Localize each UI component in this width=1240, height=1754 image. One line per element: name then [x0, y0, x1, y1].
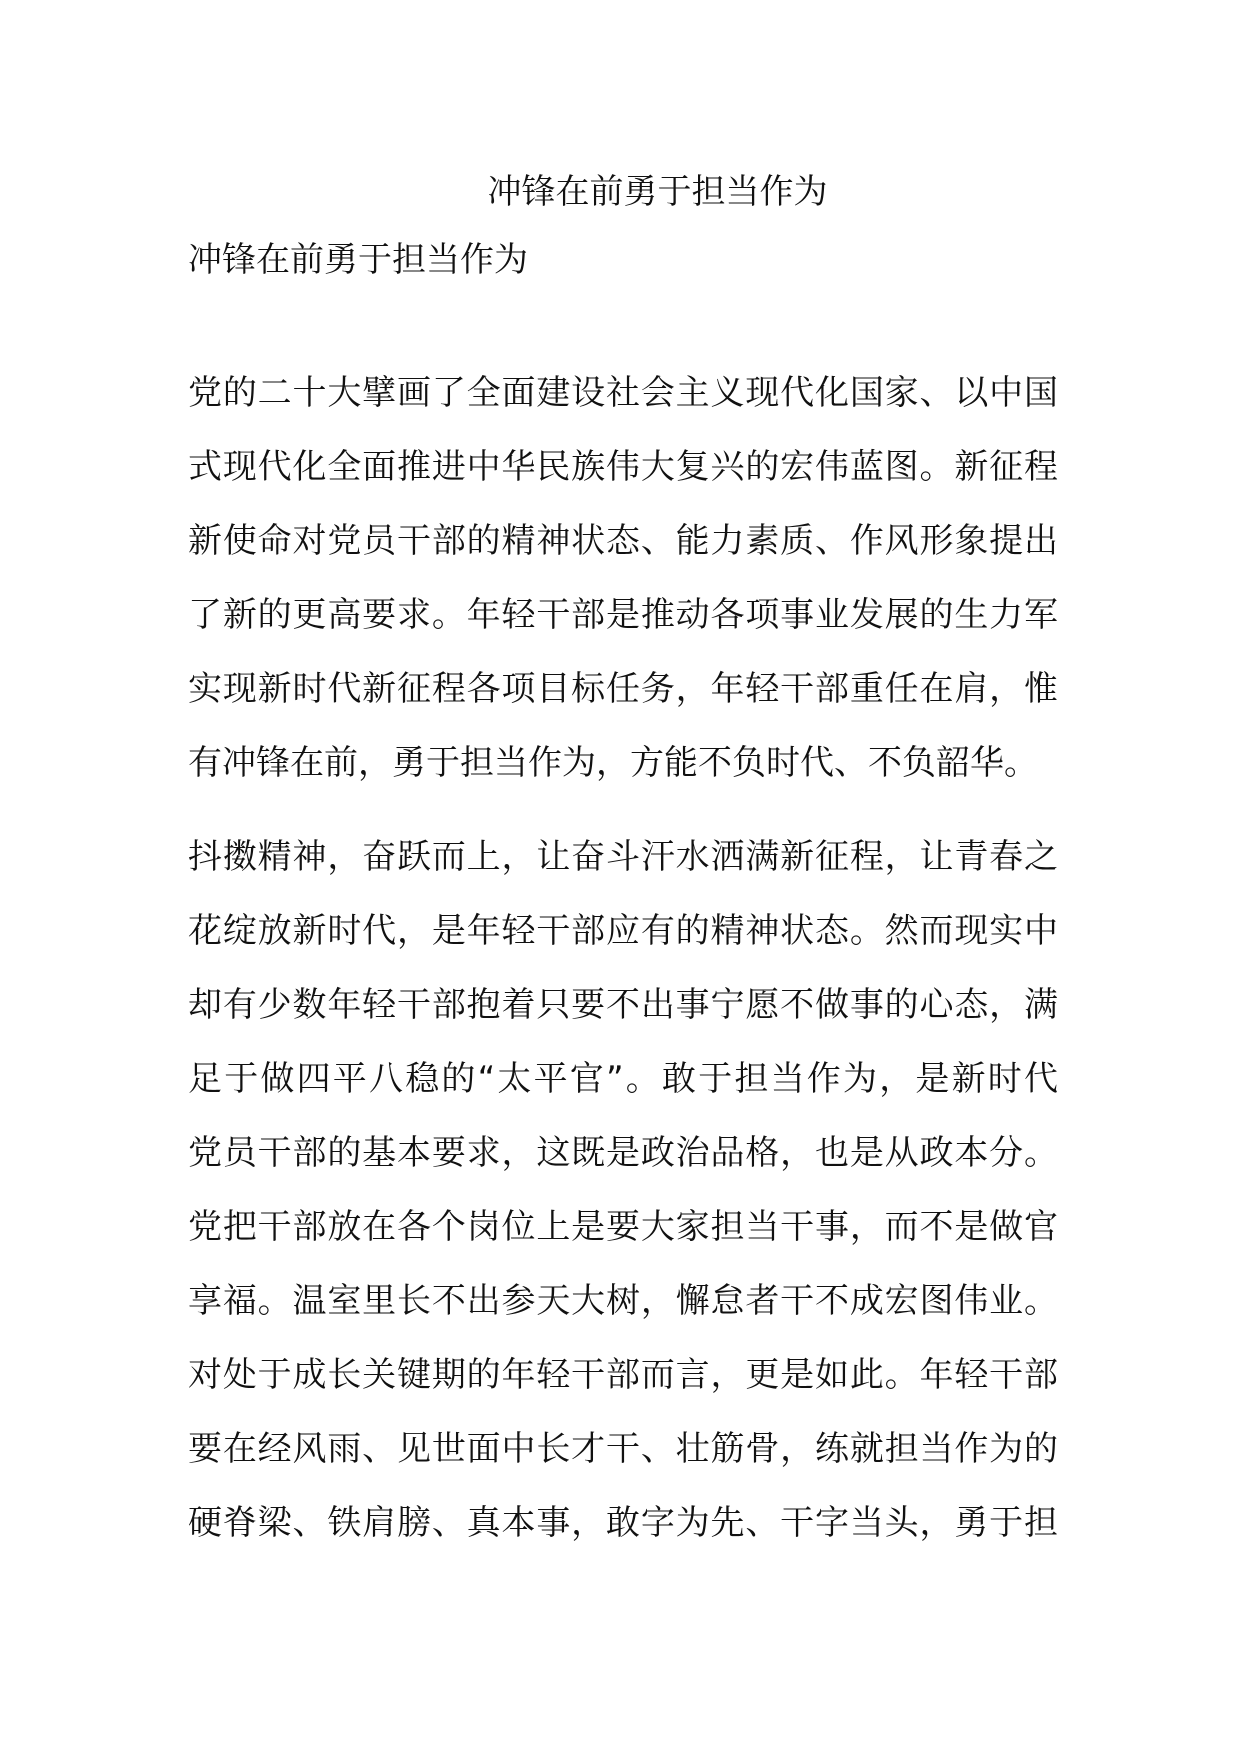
paragraph-line: 了新的更高要求。年轻干部是推动各项事业发展的生力军: [188, 595, 1058, 635]
document-title: 冲锋在前勇于担当作为: [487, 172, 828, 212]
paragraph-1: [188, 356, 1058, 800]
paragraph-line: 花绽放新时代，是年轻干部应有的精神状态。然而现实中: [188, 911, 1058, 951]
paragraph-line: 抖擞精神，奋跃而上，让奋斗汗水洒满新征程，让青春之: [188, 837, 1058, 877]
paragraph-2: [188, 820, 1058, 1560]
paragraph-line: 足于做四平八稳的“太平官”。敢于担当作为，是新时代: [188, 1059, 1058, 1099]
document-subtitle: 冲锋在前勇于担当作为: [188, 240, 528, 280]
paragraph-line: 要在经风雨、见世面中长才干、壮筋骨，练就担当作为的: [188, 1429, 1058, 1469]
paragraph-line: 实现新时代新征程各项目标任务，年轻干部重任在肩，惟: [188, 669, 1058, 709]
paragraph-line: 享福。温室里长不出参天大树，懈怠者干不成宏图伟业。: [188, 1281, 1058, 1321]
paragraph-line: 党的二十大擘画了全面建设社会主义现代化国家、以中国: [188, 373, 1058, 413]
paragraph-line: 式现代化全面推进中华民族伟大复兴的宏伟蓝图。新征程: [188, 447, 1058, 487]
paragraph-line: 却有少数年轻干部抱着只要不出事宁愿不做事的心态，满: [188, 985, 1058, 1025]
paragraph-line: 新使命对党员干部的精神状态、能力素质、作风形象提出: [188, 521, 1058, 561]
paragraph-line: 党员干部的基本要求，这既是政治品格，也是从政本分。: [188, 1133, 1058, 1173]
paragraph-line: 对处于成长关键期的年轻干部而言，更是如此。年轻干部: [188, 1355, 1058, 1395]
paragraph-line: 党把干部放在各个岗位上是要大家担当干事，而不是做官: [188, 1207, 1058, 1247]
paragraph-line: 有冲锋在前，勇于担当作为，方能不负时代、不负韶华。: [188, 743, 1038, 783]
paragraph-line: 硬脊梁、铁肩膀、真本事，敢字为先、干字当头，勇于担: [188, 1503, 1058, 1543]
